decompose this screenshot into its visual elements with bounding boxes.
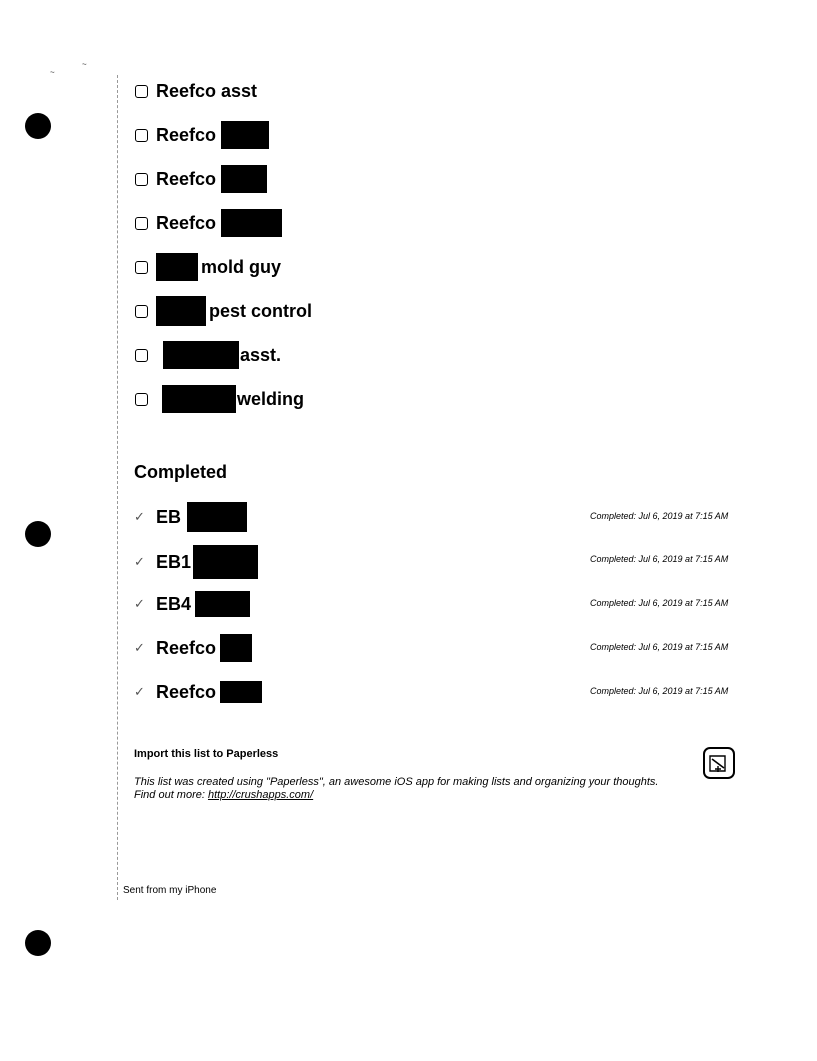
redaction-box	[156, 296, 206, 326]
todo-label: welding	[237, 388, 304, 409]
checkbox-icon[interactable]	[135, 349, 148, 362]
margin-line	[117, 75, 118, 900]
todo-label: Reefco	[156, 212, 217, 233]
checkbox-icon[interactable]	[135, 261, 148, 274]
completed-timestamp: Completed: Jul 6, 2019 at 7:15 AM	[590, 554, 729, 564]
completed-item[interactable]	[134, 586, 250, 622]
completed-timestamp: Completed: Jul 6, 2019 at 7:15 AM	[590, 686, 729, 696]
redaction-box	[163, 341, 239, 369]
checkbox-icon[interactable]	[135, 173, 148, 186]
todo-item[interactable]	[135, 121, 269, 149]
completed-timestamp: Completed: Jul 6, 2019 at 7:15 AM	[590, 598, 729, 608]
redaction-box	[156, 253, 198, 281]
redaction-box	[221, 165, 267, 193]
checkmark-icon[interactable]: ✓	[134, 684, 145, 700]
import-description-text: This list was created using "Paperless", an awesome iOS app for making lists and organizing your thoughts. Find out more:	[134, 776, 659, 801]
crushapps-link[interactable]: http://crushapps.com/	[207, 789, 314, 801]
completed-timestamp: Completed: Jul 6, 2019 at 7:15 AM	[590, 511, 729, 521]
redaction-box	[220, 634, 252, 662]
completed-item[interactable]	[134, 630, 252, 666]
checkmark-icon[interactable]: ✓	[134, 596, 145, 612]
completed-item[interactable]	[134, 674, 262, 710]
completed-label: EB4	[156, 593, 192, 614]
todo-item[interactable]	[135, 77, 257, 105]
todo-label: pest control	[209, 300, 313, 321]
todo-label: asst.	[240, 344, 282, 365]
todo-item[interactable]	[135, 209, 282, 237]
todo-label: Reefco	[156, 168, 217, 189]
checkmark-icon[interactable]: ✓	[134, 554, 145, 570]
redaction-box	[220, 681, 262, 703]
todo-item[interactable]	[135, 297, 312, 325]
todo-item[interactable]	[135, 341, 281, 369]
completed-timestamp: Completed: Jul 6, 2019 at 7:15 AM	[590, 642, 729, 652]
import-title: Import this list to Paperless	[134, 748, 279, 760]
checkbox-icon[interactable]	[135, 305, 148, 318]
todo-label: Reefco asst	[156, 80, 258, 101]
todo-label: mold guy	[201, 256, 281, 277]
todo-item[interactable]	[135, 253, 281, 281]
redaction-box	[221, 121, 269, 149]
import-description	[134, 776, 674, 802]
scan-mark: ~	[82, 60, 87, 69]
completed-heading: Completed	[134, 462, 228, 482]
completed-label: Reefco	[156, 637, 217, 658]
todo-item[interactable]	[135, 165, 267, 193]
punch-hole	[25, 521, 51, 547]
completed-item[interactable]	[134, 499, 247, 535]
redaction-box	[221, 209, 282, 237]
completed-label: EB	[156, 506, 182, 527]
checkmark-icon[interactable]: ✓	[134, 640, 145, 656]
paperless-app-icon[interactable]	[703, 747, 735, 779]
checkmark-icon[interactable]: ✓	[134, 509, 145, 525]
punch-hole	[25, 113, 51, 139]
redaction-box	[193, 545, 258, 579]
todo-label: Reefco	[156, 124, 217, 145]
checkbox-icon[interactable]	[135, 217, 148, 230]
checkbox-icon[interactable]	[135, 129, 148, 142]
checkbox-icon[interactable]	[135, 393, 148, 406]
pencil-note-icon	[705, 749, 733, 777]
redaction-box	[187, 502, 247, 532]
completed-label: EB1	[156, 551, 192, 572]
completed-item[interactable]	[134, 544, 258, 580]
redaction-box	[162, 385, 236, 413]
punch-hole	[25, 930, 51, 956]
checkbox-icon[interactable]	[135, 85, 148, 98]
todo-item[interactable]	[135, 385, 304, 413]
completed-label: Reefco	[156, 681, 217, 702]
sent-from-text: Sent from my iPhone	[123, 885, 217, 896]
redaction-box	[195, 591, 250, 617]
scan-mark: ~	[50, 68, 55, 77]
